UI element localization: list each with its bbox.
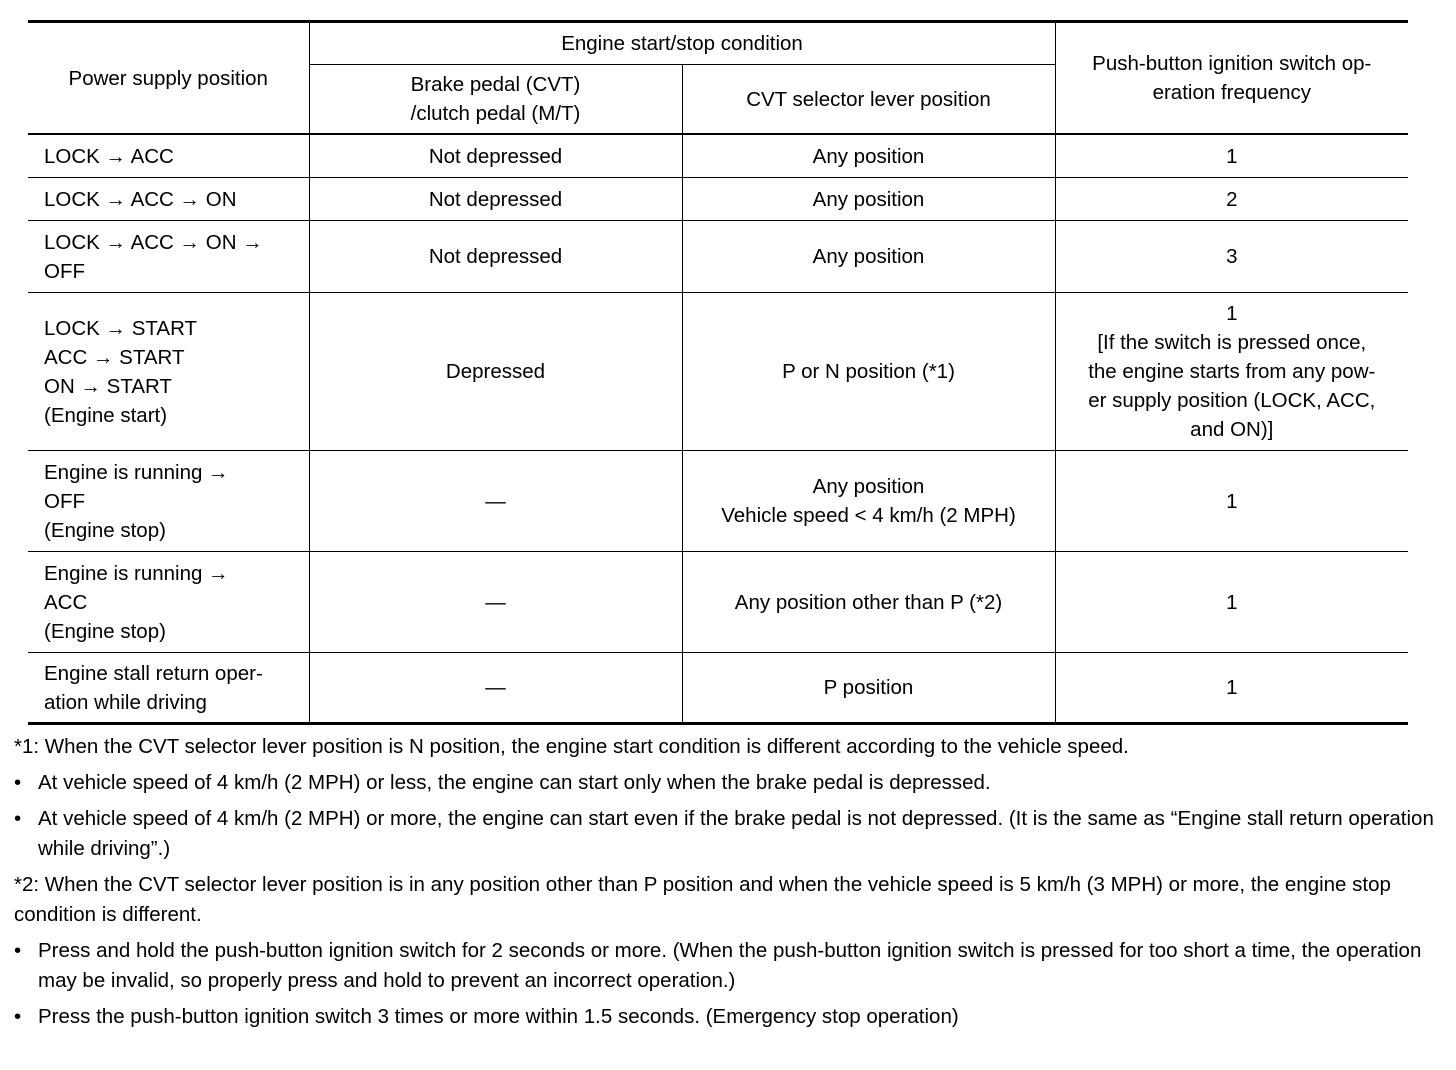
cell-power-supply-position: LOCK → ACC → ON [28,178,309,221]
cell-selector-position: Any position Vehicle speed < 4 km/h (2 MPH) [682,451,1055,552]
cell-brake-pedal: — [309,552,682,653]
table-row [28,451,1408,552]
cell-power-supply-position: LOCK → START ACC → START ON → START (Engine start) [28,293,309,451]
cell-brake-pedal: Not depressed [309,134,682,178]
footnote-1: *1: When the CVT selector lever position is N position, the engine start condition is different according to the vehicle speed. [14,735,1129,758]
bullet-icon: • [14,1005,22,1028]
footnotes [14,732,1434,1038]
cell-selector-position: Any position [682,134,1055,178]
bullet-icon: • [14,807,22,830]
header-operation-frequency: Push-button ignition switch op- eration frequency [1055,22,1408,135]
cell-power-supply-position: Engine is running → OFF (Engine stop) [28,451,309,552]
bullet-icon: • [14,771,22,794]
header-cvt-selector-lever-position: CVT selector lever position [682,65,1055,135]
header-brake-pedal: Brake pedal (CVT) /clutch pedal (M/T) [309,65,682,135]
engine-start-stop-table [28,20,1408,725]
header-power-supply-position: Power supply position [28,22,309,135]
cell-operation-frequency: 1 [1055,134,1408,178]
cell-power-supply-position: Engine is running → ACC (Engine stop) [28,552,309,653]
cell-operation-frequency: 2 [1055,178,1408,221]
table-row [28,221,1408,293]
cell-brake-pedal: Not depressed [309,178,682,221]
bullet-text: Press the push-button ignition switch 3 times or more within 1.5 seconds. (Emergency stop operation) [38,1005,959,1028]
cell-brake-pedal: — [309,451,682,552]
cell-power-supply-position: Engine stall return oper- ation while driving [28,653,309,724]
table-row [28,134,1408,178]
cell-brake-pedal: Depressed [309,293,682,451]
table-row [28,552,1408,653]
cell-operation-frequency: 1 [If the switch is pressed once, the engine starts from any pow- er supply position (LOCK, ACC, and ON)] [1055,293,1408,451]
table-body [28,134,1408,724]
cell-selector-position: Any position other than P (*2) [682,552,1055,653]
footnote-2-bullet [14,936,1434,996]
bullet-text: Press and hold the push-button ignition switch for 2 seconds or more. (When the push-button ignition switch is pressed for too short a time, the operation may be invalid, so properly press and hold to prevent an incorrect operation.) [38,939,1422,992]
cell-selector-position: P position [682,653,1055,724]
bullet-text: At vehicle speed of 4 km/h (2 MPH) or less, the engine can start only when the brake pedal is depressed. [38,771,991,794]
footnote-2-bullet [14,1002,1434,1032]
table-row [28,178,1408,221]
footnote-2: *2: When the CVT selector lever position is in any position other than P position and when the vehicle speed is 5 km/h (3 MPH) or more, the engine stop condition is different. [14,873,1391,926]
bullet-icon: • [14,939,22,962]
cell-brake-pedal: — [309,653,682,724]
table-row [28,653,1408,724]
cell-selector-position: Any position [682,221,1055,293]
cell-power-supply-position: LOCK → ACC → ON → OFF [28,221,309,293]
cell-selector-position: Any position [682,178,1055,221]
cell-operation-frequency: 3 [1055,221,1408,293]
cell-operation-frequency: 1 [1055,653,1408,724]
cell-operation-frequency: 1 [1055,552,1408,653]
footnote-1-bullet [14,768,1434,798]
table-header [28,22,1408,135]
cell-operation-frequency: 1 [1055,451,1408,552]
bullet-text: At vehicle speed of 4 km/h (2 MPH) or more, the engine can start even if the brake pedal is not depressed. (It is the same as “Engine stall return operation while driving”.) [38,807,1434,860]
cell-selector-position: P or N position (*1) [682,293,1055,451]
cell-brake-pedal: Not depressed [309,221,682,293]
table-row [28,293,1408,451]
cell-power-supply-position: LOCK → ACC [28,134,309,178]
header-engine-start-stop-condition: Engine start/stop condition [309,22,1055,65]
footnote-1-bullet [14,804,1434,864]
